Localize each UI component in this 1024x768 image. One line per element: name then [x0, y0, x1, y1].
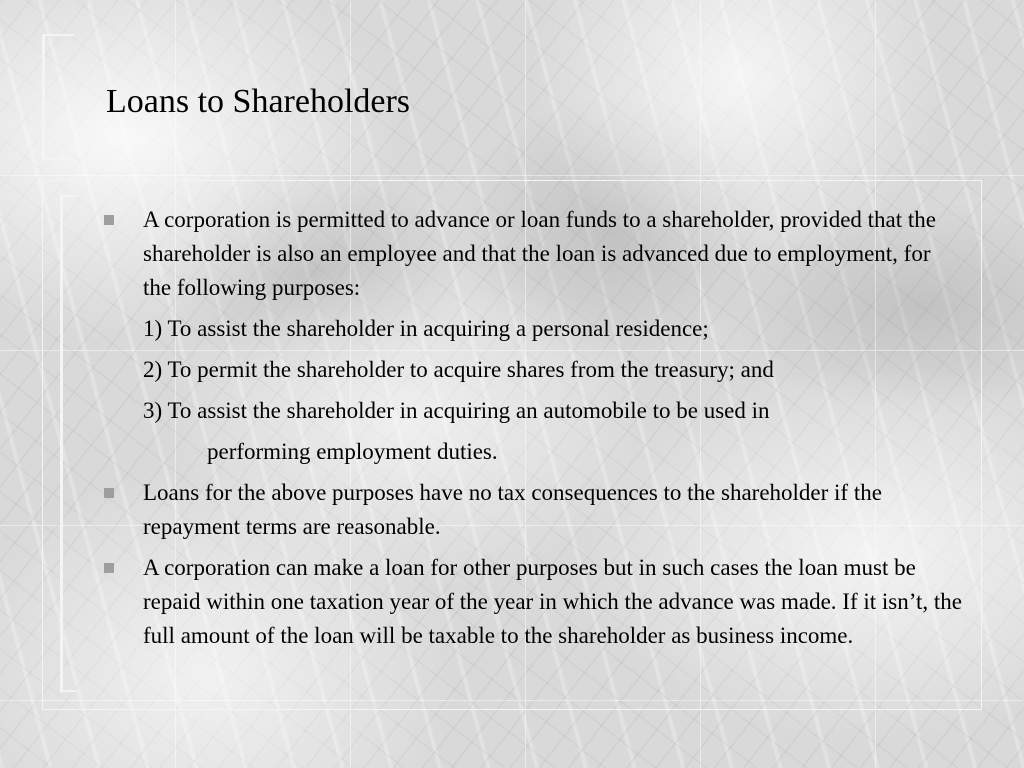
sub-item: 1) To assist the shareholder in acquiring a personal residence; — [143, 316, 709, 341]
square-bullet-icon — [104, 563, 114, 573]
background-grid-line — [0, 175, 1024, 176]
slide-title: Loans to Shareholders — [106, 83, 411, 120]
title-bracket-decoration — [42, 34, 74, 160]
bullet-item — [104, 476, 964, 544]
sub-item: 3) To assist the shareholder in acquiring an automobile to be used in — [143, 398, 770, 423]
content-bracket-decoration — [60, 195, 76, 692]
bullet-text: Loans for the above purposes have no tax consequences to the shareholder if the repayment terms are reasonable. — [143, 480, 882, 539]
sub-item: 2) To permit the shareholder to acquire shares from the treasury; and — [143, 357, 774, 382]
square-bullet-icon — [104, 488, 114, 498]
square-bullet-icon — [104, 215, 114, 225]
bullet-item — [104, 551, 964, 653]
slide-body — [104, 203, 964, 653]
sub-item-continuation: performing employment duties. — [207, 439, 498, 464]
bullet-item — [104, 203, 964, 305]
bullet-text: A corporation can make a loan for other purposes but in such cases the loan must be repaid within one taxation year of the year in which the advance was made. If it isn’t, the full amount of the loan will be taxable to the shareholder as business income. — [143, 555, 962, 648]
bullet-text: A corporation is permitted to advance or loan funds to a shareholder, provided that the shareholder is also an employee and that the loan is advanced due to employment, for the following purposes: — [143, 207, 936, 300]
